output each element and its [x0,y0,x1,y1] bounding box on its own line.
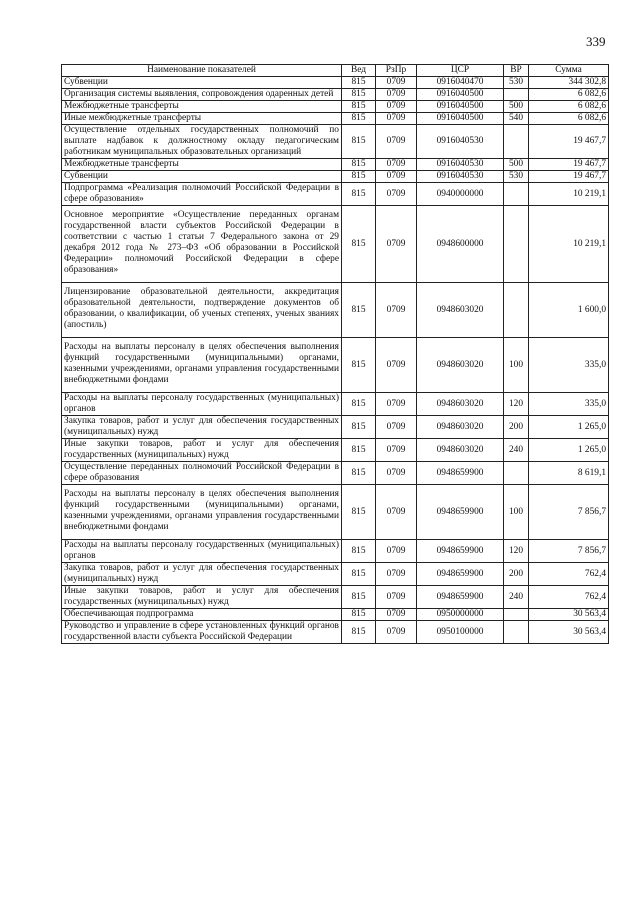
row-rzpr: 0709 [376,159,417,171]
row-ved: 815 [342,159,376,171]
table-row [62,113,609,125]
row-vr: 120 [504,393,529,416]
row-vr: 530 [504,171,529,183]
row-rzpr: 0709 [376,416,417,439]
header-vr: ВР [504,65,529,77]
row-ved: 815 [342,171,376,183]
row-csr: 0916040530 [417,171,504,183]
row-rzpr: 0709 [376,540,417,563]
row-csr: 0916040500 [417,113,504,125]
row-rzpr: 0709 [376,283,417,338]
header-csr: ЦСР [417,65,504,77]
row-csr: 0948603020 [417,283,504,338]
row-name: Подпрограмма «Реализация полномочий Российской Федерации в сфере образования» [62,183,342,206]
row-ved: 815 [342,183,376,206]
table-row [62,439,609,462]
row-vr: 500 [504,159,529,171]
row-vr: 240 [504,439,529,462]
row-vr [504,609,529,621]
row-csr: 0916040500 [417,89,504,101]
row-csr: 0948603020 [417,439,504,462]
row-ved: 815 [342,586,376,609]
row-sum: 8 619,1 [529,462,609,485]
row-name: Осуществление переданных полномочий Российской Федерации в сфере образования [62,462,342,485]
table-row [62,462,609,485]
row-vr [504,206,529,283]
row-sum: 7 856,7 [529,485,609,540]
row-ved: 815 [342,609,376,621]
row-ved: 815 [342,206,376,283]
row-ved: 815 [342,338,376,393]
row-ved: 815 [342,113,376,125]
row-sum: 10 219,1 [529,183,609,206]
row-sum: 19 467,7 [529,125,609,159]
row-vr [504,89,529,101]
table-row [62,540,609,563]
header-name: Наименование показателей [62,65,342,77]
row-sum: 335,0 [529,393,609,416]
table-row [62,89,609,101]
row-name: Организация системы выявления, сопровождения одаренных детей [62,89,342,101]
table-row [62,485,609,540]
header-rzpr: РзПр [376,65,417,77]
row-csr: 0950000000 [417,609,504,621]
row-csr: 0916040470 [417,77,504,89]
row-vr: 120 [504,540,529,563]
row-csr: 0948659900 [417,540,504,563]
row-ved: 815 [342,621,376,644]
row-sum: 30 563,4 [529,621,609,644]
row-rzpr: 0709 [376,609,417,621]
row-csr: 0916040500 [417,101,504,113]
row-csr: 0948659900 [417,563,504,586]
row-vr: 240 [504,586,529,609]
table-row [62,563,609,586]
row-vr: 200 [504,563,529,586]
row-ved: 815 [342,439,376,462]
row-name: Межбюджетные трансферты [62,159,342,171]
row-ved: 815 [342,485,376,540]
row-sum: 762,4 [529,563,609,586]
row-rzpr: 0709 [376,439,417,462]
row-vr: 200 [504,416,529,439]
page-number: 339 [586,34,606,49]
row-rzpr: 0709 [376,621,417,644]
row-rzpr: 0709 [376,101,417,113]
row-name: Лицензирование образовательной деятельности, аккредитация образовательной деятельности, подтверждение документов об образовании, о квалификации, об ученых степенях, ученых званиях (апостиль) [62,283,342,338]
row-name: Основное мероприятие «Осуществление переданных органам государственной власти субъектов Российской Федерации в соответствии с частью 1 статьи 7 Федерального закона от 29 декабря 2012 года № 273–ФЗ «Об образовании в Российской Федерации» полномочий Российской Федерации в сфере образования» [62,206,342,283]
row-name: Расходы на выплаты персоналу в целях обеспечения выполнения функций государственными (муниципальными) органами, казенными учреждениями, органами управления государственными внебюджетными фондами [62,338,342,393]
row-csr: 0948603020 [417,393,504,416]
row-vr: 540 [504,113,529,125]
row-sum: 6 082,6 [529,113,609,125]
row-vr [504,621,529,644]
table-row [62,283,609,338]
row-name: Иные закупки товаров, работ и услуг для обеспечения государственных (муниципальных) нужд [62,586,342,609]
table-row [62,338,609,393]
table-row [62,183,609,206]
row-sum: 19 467,7 [529,171,609,183]
row-rzpr: 0709 [376,485,417,540]
row-name: Иные межбюджетные трансферты [62,113,342,125]
row-ved: 815 [342,393,376,416]
row-vr [504,183,529,206]
row-sum: 1 265,0 [529,439,609,462]
header-ved: Вед [342,65,376,77]
row-ved: 815 [342,77,376,89]
row-name: Руководство и управление в сфере установленных функций органов государственной власти субъекта Российской Федерации [62,621,342,644]
row-rzpr: 0709 [376,206,417,283]
row-vr: 500 [504,101,529,113]
row-rzpr: 0709 [376,393,417,416]
row-csr: 0916040530 [417,125,504,159]
row-ved: 815 [342,462,376,485]
row-sum: 10 219,1 [529,206,609,283]
row-csr: 0948659900 [417,586,504,609]
table-row [62,609,609,621]
row-csr: 0948659900 [417,462,504,485]
row-csr: 0948603020 [417,338,504,393]
row-csr: 0916040530 [417,159,504,171]
row-csr: 0948659900 [417,485,504,540]
row-name: Субвенции [62,171,342,183]
row-vr: 530 [504,77,529,89]
row-rzpr: 0709 [376,125,417,159]
row-ved: 815 [342,540,376,563]
row-name: Межбюджетные трансферты [62,101,342,113]
table-row [62,206,609,283]
table-row [62,586,609,609]
row-rzpr: 0709 [376,338,417,393]
row-name: Расходы на выплаты персоналу государственных (муниципальных) органов [62,393,342,416]
row-csr: 0940000000 [417,183,504,206]
row-csr: 0948603020 [417,416,504,439]
row-vr: 100 [504,338,529,393]
table-header-row [62,65,609,77]
row-name: Осуществление отдельных государственных полномочий по выплате надбавок к должностному окладу педагогическим работникам муниципальных образовательных организаций [62,125,342,159]
row-name: Расходы на выплаты персоналу государственных (муниципальных) органов [62,540,342,563]
row-vr [504,462,529,485]
row-name: Закупка товаров, работ и услуг для обеспечения государственных (муниципальных) нужд [62,416,342,439]
row-sum: 1 265,0 [529,416,609,439]
table-row [62,621,609,644]
row-rzpr: 0709 [376,183,417,206]
table-row [62,77,609,89]
row-sum: 6 082,6 [529,101,609,113]
table-row [62,416,609,439]
row-vr [504,125,529,159]
row-sum: 1 600,0 [529,283,609,338]
row-rzpr: 0709 [376,171,417,183]
row-rzpr: 0709 [376,113,417,125]
row-name: Иные закупки товаров, работ и услуг для обеспечения государственных (муниципальных) нужд [62,439,342,462]
table-body [62,77,609,644]
row-sum: 762,4 [529,586,609,609]
row-ved: 815 [342,89,376,101]
row-rzpr: 0709 [376,89,417,101]
row-vr [504,283,529,338]
table-row [62,393,609,416]
row-name: Расходы на выплаты персоналу в целях обеспечения выполнения функций государственными (муниципальными) органами, казенными учреждениями, органами управления государственными внебюджетными фондами [62,485,342,540]
row-rzpr: 0709 [376,563,417,586]
header-sum: Сумма [529,65,609,77]
table-row [62,159,609,171]
row-sum: 7 856,7 [529,540,609,563]
row-sum: 6 082,6 [529,89,609,101]
table-row [62,171,609,183]
row-rzpr: 0709 [376,77,417,89]
row-vr: 100 [504,485,529,540]
row-rzpr: 0709 [376,462,417,485]
row-rzpr: 0709 [376,586,417,609]
row-csr: 0948600000 [417,206,504,283]
table-row [62,125,609,159]
row-csr: 0950100000 [417,621,504,644]
row-ved: 815 [342,125,376,159]
row-ved: 815 [342,101,376,113]
row-ved: 815 [342,283,376,338]
row-name: Закупка товаров, работ и услуг для обеспечения государственных (муниципальных) нужд [62,563,342,586]
row-sum: 335,0 [529,338,609,393]
row-name: Субвенции [62,77,342,89]
row-ved: 815 [342,416,376,439]
row-sum: 19 467,7 [529,159,609,171]
table-row [62,101,609,113]
row-sum: 344 302,8 [529,77,609,89]
row-name: Обеспечивающая подпрограмма [62,609,342,621]
row-ved: 815 [342,563,376,586]
row-sum: 30 563,4 [529,609,609,621]
budget-table [61,64,609,644]
